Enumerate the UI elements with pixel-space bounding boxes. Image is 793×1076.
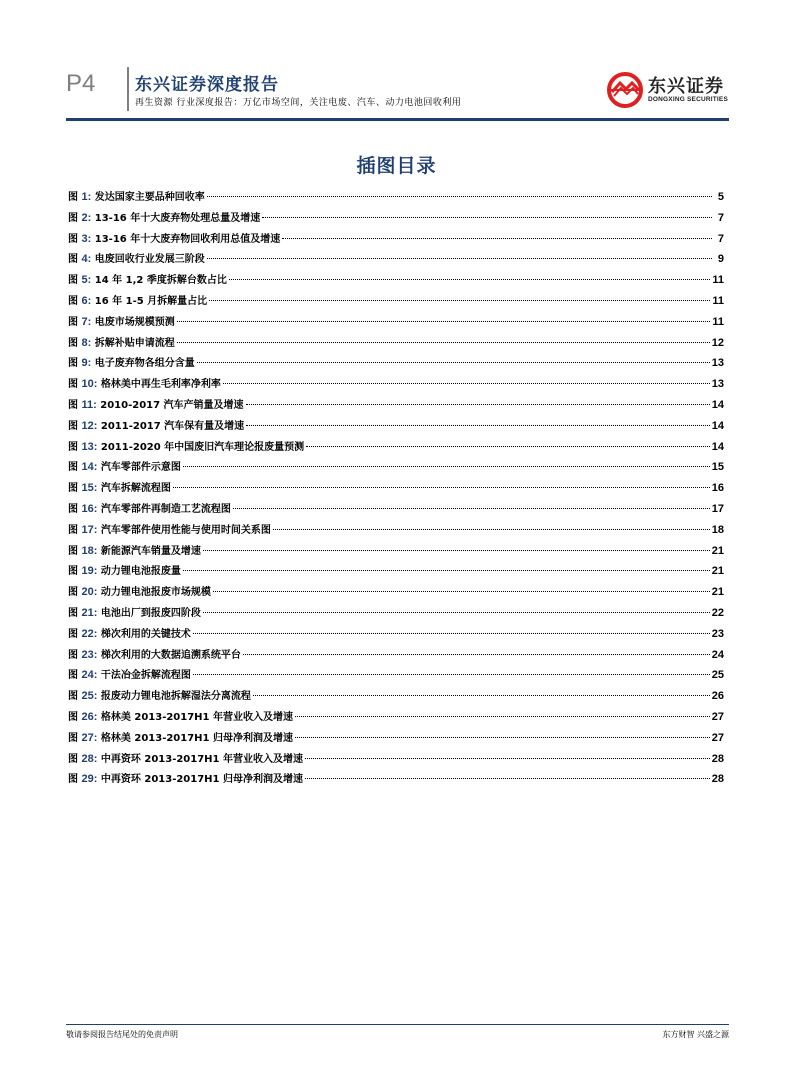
figure-prefix: 图 — [68, 379, 78, 391]
figure-prefix: 图 — [68, 420, 78, 432]
toc-entry-label — [68, 271, 227, 286]
figure-prefix: 图 — [68, 254, 78, 266]
toc-entry-label — [68, 625, 191, 640]
toc-entry-label — [68, 438, 304, 453]
toc-entry[interactable] — [68, 354, 724, 375]
page-ref[interactable]: 13 — [711, 357, 724, 370]
figure-title: 13-16 年十大废弃物回收利用总值及增速 — [94, 233, 281, 245]
figure-title: 拆解补贴申请流程 — [94, 337, 175, 349]
page-ref[interactable]: 24 — [711, 648, 724, 661]
toc-title — [0, 151, 793, 178]
figure-title: 2011-2017 汽车保有量及增速 — [100, 420, 245, 432]
page-ref[interactable]: 21 — [711, 565, 724, 578]
page-ref[interactable]: 5 — [717, 191, 724, 203]
toc-entry[interactable] — [68, 375, 724, 396]
toc-entry[interactable] — [68, 271, 724, 292]
dot-leader — [229, 279, 711, 280]
toc-entry[interactable] — [68, 500, 724, 521]
figure-prefix: 图 — [68, 649, 78, 661]
figure-number: 13: — [81, 440, 98, 453]
figure-title: 动力锂电池报废市场规模 — [100, 587, 211, 599]
figure-prefix: 图 — [68, 192, 78, 203]
toc-entry-label — [68, 708, 293, 723]
figure-number: 27: — [81, 731, 98, 744]
toc-entry[interactable] — [68, 729, 724, 750]
page-ref[interactable]: 21 — [711, 586, 724, 599]
figure-prefix: 图 — [68, 670, 78, 682]
figure-number: 7: — [81, 315, 92, 328]
figure-number: 8: — [81, 336, 92, 349]
figure-prefix: 图 — [68, 337, 78, 349]
figure-number: 12: — [81, 419, 98, 432]
figure-title: 格林美中再生毛利率净利率 — [100, 379, 221, 391]
toc-title-text: 插图目录 — [356, 155, 437, 177]
toc-entry[interactable] — [68, 417, 724, 438]
dot-leader — [193, 674, 710, 675]
figure-prefix: 图 — [68, 753, 78, 765]
figure-title: 汽车拆解流程图 — [100, 483, 171, 495]
toc-entry[interactable] — [68, 458, 724, 479]
figure-number: 3: — [81, 232, 92, 245]
page-ref[interactable]: 22 — [711, 606, 724, 619]
dot-leader — [253, 695, 710, 696]
toc-entry[interactable] — [68, 250, 724, 271]
dot-leader — [177, 321, 711, 322]
dot-leader — [282, 238, 712, 239]
toc-entry[interactable] — [68, 334, 724, 355]
figure-title: 中再资环 2013-2017H1 归母净利润及增速 — [100, 774, 303, 786]
toc-entry-label — [68, 334, 175, 349]
page-ref[interactable]: 11 — [712, 274, 724, 287]
page-ref[interactable]: 26 — [711, 690, 724, 703]
dot-leader — [295, 716, 710, 717]
header-rule — [66, 118, 729, 121]
dot-leader — [213, 591, 710, 592]
figure-title: 格林美 2013-2017H1 归母净利润及增速 — [100, 732, 293, 744]
figure-number: 22: — [81, 627, 98, 640]
toc-entry-label — [68, 479, 171, 494]
dot-leader — [173, 487, 710, 488]
figure-number: 16: — [81, 502, 98, 515]
footer-slogan: 东方财智 兴盛之源 — [662, 1030, 729, 1039]
toc-entry[interactable] — [68, 479, 724, 500]
figure-title: 汽车零部件示意图 — [100, 462, 181, 474]
dot-leader — [295, 737, 710, 738]
figure-number: 4: — [81, 253, 92, 266]
dot-leader — [193, 633, 710, 634]
figure-number: 25: — [81, 690, 98, 703]
footer-rule — [66, 1024, 729, 1025]
dot-leader — [183, 466, 710, 467]
toc-entry-label — [68, 250, 205, 265]
figure-number: 23: — [81, 648, 98, 661]
figure-prefix: 图 — [68, 441, 78, 453]
header-divider — [127, 67, 129, 111]
toc-entry-label — [68, 354, 195, 369]
toc-entry-label — [68, 521, 271, 536]
report-subtitle: 再生资源 行业深度报告：万亿市场空间，关注电废、汽车、动力电池回收利用 — [135, 98, 462, 108]
page-ref[interactable]: 13 — [711, 378, 724, 391]
figure-title: 电废回收行业发展三阶段 — [94, 254, 205, 266]
page-ref[interactable]: 14 — [711, 419, 724, 432]
figure-title: 2010-2017 汽车产销量及增速 — [100, 399, 244, 411]
toc-entry-label — [68, 313, 175, 328]
toc-entry[interactable] — [68, 583, 724, 604]
footer-disclaimer: 敬请参阅报告结尾处的免责声明 — [66, 1030, 178, 1039]
figure-title: 汽车零部件使用性能与使用时间关系图 — [100, 524, 271, 536]
figure-prefix: 图 — [68, 503, 78, 515]
figure-title: 13-16 年十大废弃物处理总量及增速 — [94, 212, 261, 224]
figure-number: 6: — [81, 294, 92, 307]
dot-leader — [209, 300, 710, 301]
dot-leader — [203, 612, 710, 613]
page-ref[interactable]: 12 — [711, 336, 724, 349]
toc-entry[interactable] — [68, 708, 724, 729]
toc-entry-label — [68, 666, 191, 681]
page-ref[interactable]: 27 — [711, 710, 724, 723]
figure-prefix: 图 — [68, 691, 78, 703]
figure-title: 汽车零部件再制造工艺流程图 — [100, 503, 231, 515]
figure-number: 18: — [81, 544, 98, 557]
toc-entry-label — [68, 646, 241, 661]
dot-leader — [246, 425, 710, 426]
figure-prefix: 图 — [68, 462, 78, 474]
dot-leader — [262, 217, 712, 218]
dot-leader — [233, 508, 710, 509]
figure-title: 14 年 1,2 季度拆解台数占比 — [94, 275, 227, 287]
figure-prefix: 图 — [68, 212, 78, 224]
toc-entry-label — [68, 417, 244, 432]
toc-entry-label — [68, 458, 181, 473]
figure-prefix: 图 — [68, 587, 78, 599]
figure-title: 中再资环 2013-2017H1 年营业收入及增速 — [100, 753, 303, 765]
figure-prefix: 图 — [68, 295, 78, 307]
figure-title: 电废市场规模预测 — [94, 316, 175, 328]
figure-title: 动力锂电池报废量 — [100, 566, 181, 578]
figure-number: 2: — [81, 211, 92, 224]
toc-entry-label — [68, 583, 211, 598]
figure-title: 16 年 1-5 月拆解量占比 — [94, 295, 208, 307]
toc-entry-label — [68, 292, 207, 307]
toc-entry-label — [68, 396, 244, 411]
toc-entry[interactable] — [68, 750, 724, 771]
toc-entry[interactable] — [68, 188, 724, 209]
dot-leader — [203, 550, 710, 551]
toc-entry-label — [68, 729, 293, 744]
figure-title: 电池出厂到报废四阶段 — [100, 607, 201, 619]
dongxing-logo-icon — [606, 71, 644, 109]
figure-title: 2011-2020 年中国废旧汽车理论报废量预测 — [100, 441, 305, 453]
toc-entry[interactable] — [68, 604, 724, 625]
page-ref[interactable]: 27 — [711, 731, 724, 744]
toc-entry[interactable] — [68, 521, 724, 542]
figure-prefix: 图 — [68, 774, 78, 786]
figure-number: 10: — [81, 378, 98, 391]
figure-number: 17: — [81, 523, 98, 536]
figure-title: 发达国家主要品种回收率 — [94, 192, 205, 203]
page-ref[interactable]: 21 — [711, 544, 724, 557]
figure-title: 新能源汽车销量及增速 — [100, 545, 201, 557]
figure-title: 报废动力锂电池拆解湿法分离流程 — [100, 691, 251, 703]
toc-entry[interactable] — [68, 666, 724, 687]
figure-title: 格林美 2013-2017H1 年营业收入及增速 — [100, 711, 293, 723]
toc-entry[interactable] — [68, 562, 724, 583]
figure-number: 9: — [81, 357, 92, 370]
figure-number: 11: — [81, 398, 97, 411]
dot-leader — [197, 362, 710, 363]
figure-number: 29: — [81, 773, 98, 786]
figure-number: 19: — [81, 565, 98, 578]
dot-leader — [223, 383, 710, 384]
company-logo — [606, 70, 746, 110]
toc-entry[interactable] — [68, 209, 724, 230]
page-ref[interactable]: 28 — [711, 752, 724, 765]
dot-leader — [273, 529, 710, 530]
figure-prefix: 图 — [68, 545, 78, 557]
page-ref[interactable]: 16 — [711, 482, 724, 495]
figure-prefix: 图 — [68, 275, 78, 287]
page-ref[interactable]: 14 — [711, 398, 724, 411]
dot-leader — [305, 778, 710, 779]
logo-name-cn: 东兴证券 — [648, 76, 724, 97]
figure-number: 1: — [81, 191, 92, 203]
figure-number: 28: — [81, 752, 98, 765]
dot-leader — [305, 758, 710, 759]
page-ref[interactable]: 18 — [711, 523, 724, 536]
toc-entry-label — [68, 230, 280, 245]
page-ref[interactable]: 25 — [711, 669, 724, 682]
toc-entry[interactable] — [68, 292, 724, 313]
dot-leader — [183, 570, 710, 571]
figure-number: 24: — [81, 669, 98, 682]
figure-prefix: 图 — [68, 628, 78, 640]
toc-entry-label — [68, 750, 303, 765]
toc-entry[interactable] — [68, 396, 724, 417]
page-ref[interactable]: 28 — [711, 773, 724, 786]
toc-entry-label — [68, 375, 221, 390]
figure-number: 26: — [81, 710, 98, 723]
figure-prefix: 图 — [68, 233, 78, 245]
toc-entry[interactable] — [68, 687, 724, 708]
figure-number: 5: — [81, 274, 92, 287]
toc-entry[interactable] — [68, 313, 724, 334]
figure-toc — [68, 188, 724, 791]
page-ref[interactable]: 15 — [711, 461, 724, 474]
figure-prefix: 图 — [68, 607, 78, 619]
toc-entry[interactable] — [68, 625, 724, 646]
figure-prefix: 图 — [68, 732, 78, 744]
toc-entry[interactable] — [68, 542, 724, 563]
toc-entry-label — [68, 562, 181, 577]
toc-entry-label — [68, 188, 205, 203]
toc-entry-label — [68, 542, 201, 557]
toc-entry[interactable] — [68, 230, 724, 251]
dot-leader — [207, 258, 712, 259]
page-number: P4 — [66, 70, 96, 97]
toc-entry-label — [68, 687, 251, 702]
toc-entry-label — [68, 209, 260, 224]
figure-prefix: 图 — [68, 524, 78, 536]
page-ref[interactable]: 7 — [717, 232, 724, 245]
figure-number: 21: — [81, 606, 98, 619]
page-ref[interactable]: 7 — [717, 211, 724, 224]
page-ref[interactable]: 9 — [717, 253, 724, 266]
toc-entry[interactable] — [68, 646, 724, 667]
brand-title: 东兴证券深度报告 — [135, 75, 279, 95]
figure-number: 20: — [81, 586, 98, 599]
figure-title: 梯次利用的关键技术 — [100, 628, 191, 640]
toc-entry[interactable] — [68, 770, 724, 791]
dot-leader — [246, 404, 710, 405]
figure-title: 梯次利用的大数据追溯系统平台 — [100, 649, 241, 661]
dot-leader — [243, 654, 710, 655]
figure-prefix: 图 — [68, 483, 78, 495]
figure-prefix: 图 — [68, 358, 78, 370]
toc-entry-label — [68, 770, 303, 785]
figure-title: 电子废弃物各组分含量 — [94, 358, 195, 370]
page-ref[interactable]: 11 — [712, 294, 724, 307]
page-ref[interactable]: 23 — [711, 627, 724, 640]
figure-prefix: 图 — [68, 711, 78, 723]
page-ref[interactable]: 17 — [711, 502, 724, 515]
figure-number: 14: — [81, 461, 98, 474]
dot-leader — [177, 342, 710, 343]
figure-prefix: 图 — [68, 316, 78, 328]
figure-prefix: 图 — [68, 566, 78, 578]
toc-entry-label — [68, 500, 231, 515]
page-ref[interactable]: 14 — [711, 440, 724, 453]
logo-name-en: DONGXING SECURITIES — [648, 96, 729, 103]
toc-entry[interactable] — [68, 438, 724, 459]
dot-leader — [306, 446, 710, 447]
dot-leader — [207, 196, 712, 197]
toc-entry-label — [68, 604, 201, 619]
figure-prefix: 图 — [68, 399, 78, 411]
figure-number: 15: — [81, 482, 98, 495]
page-ref[interactable]: 11 — [712, 315, 724, 328]
figure-title: 干法冶金拆解流程图 — [100, 670, 191, 682]
